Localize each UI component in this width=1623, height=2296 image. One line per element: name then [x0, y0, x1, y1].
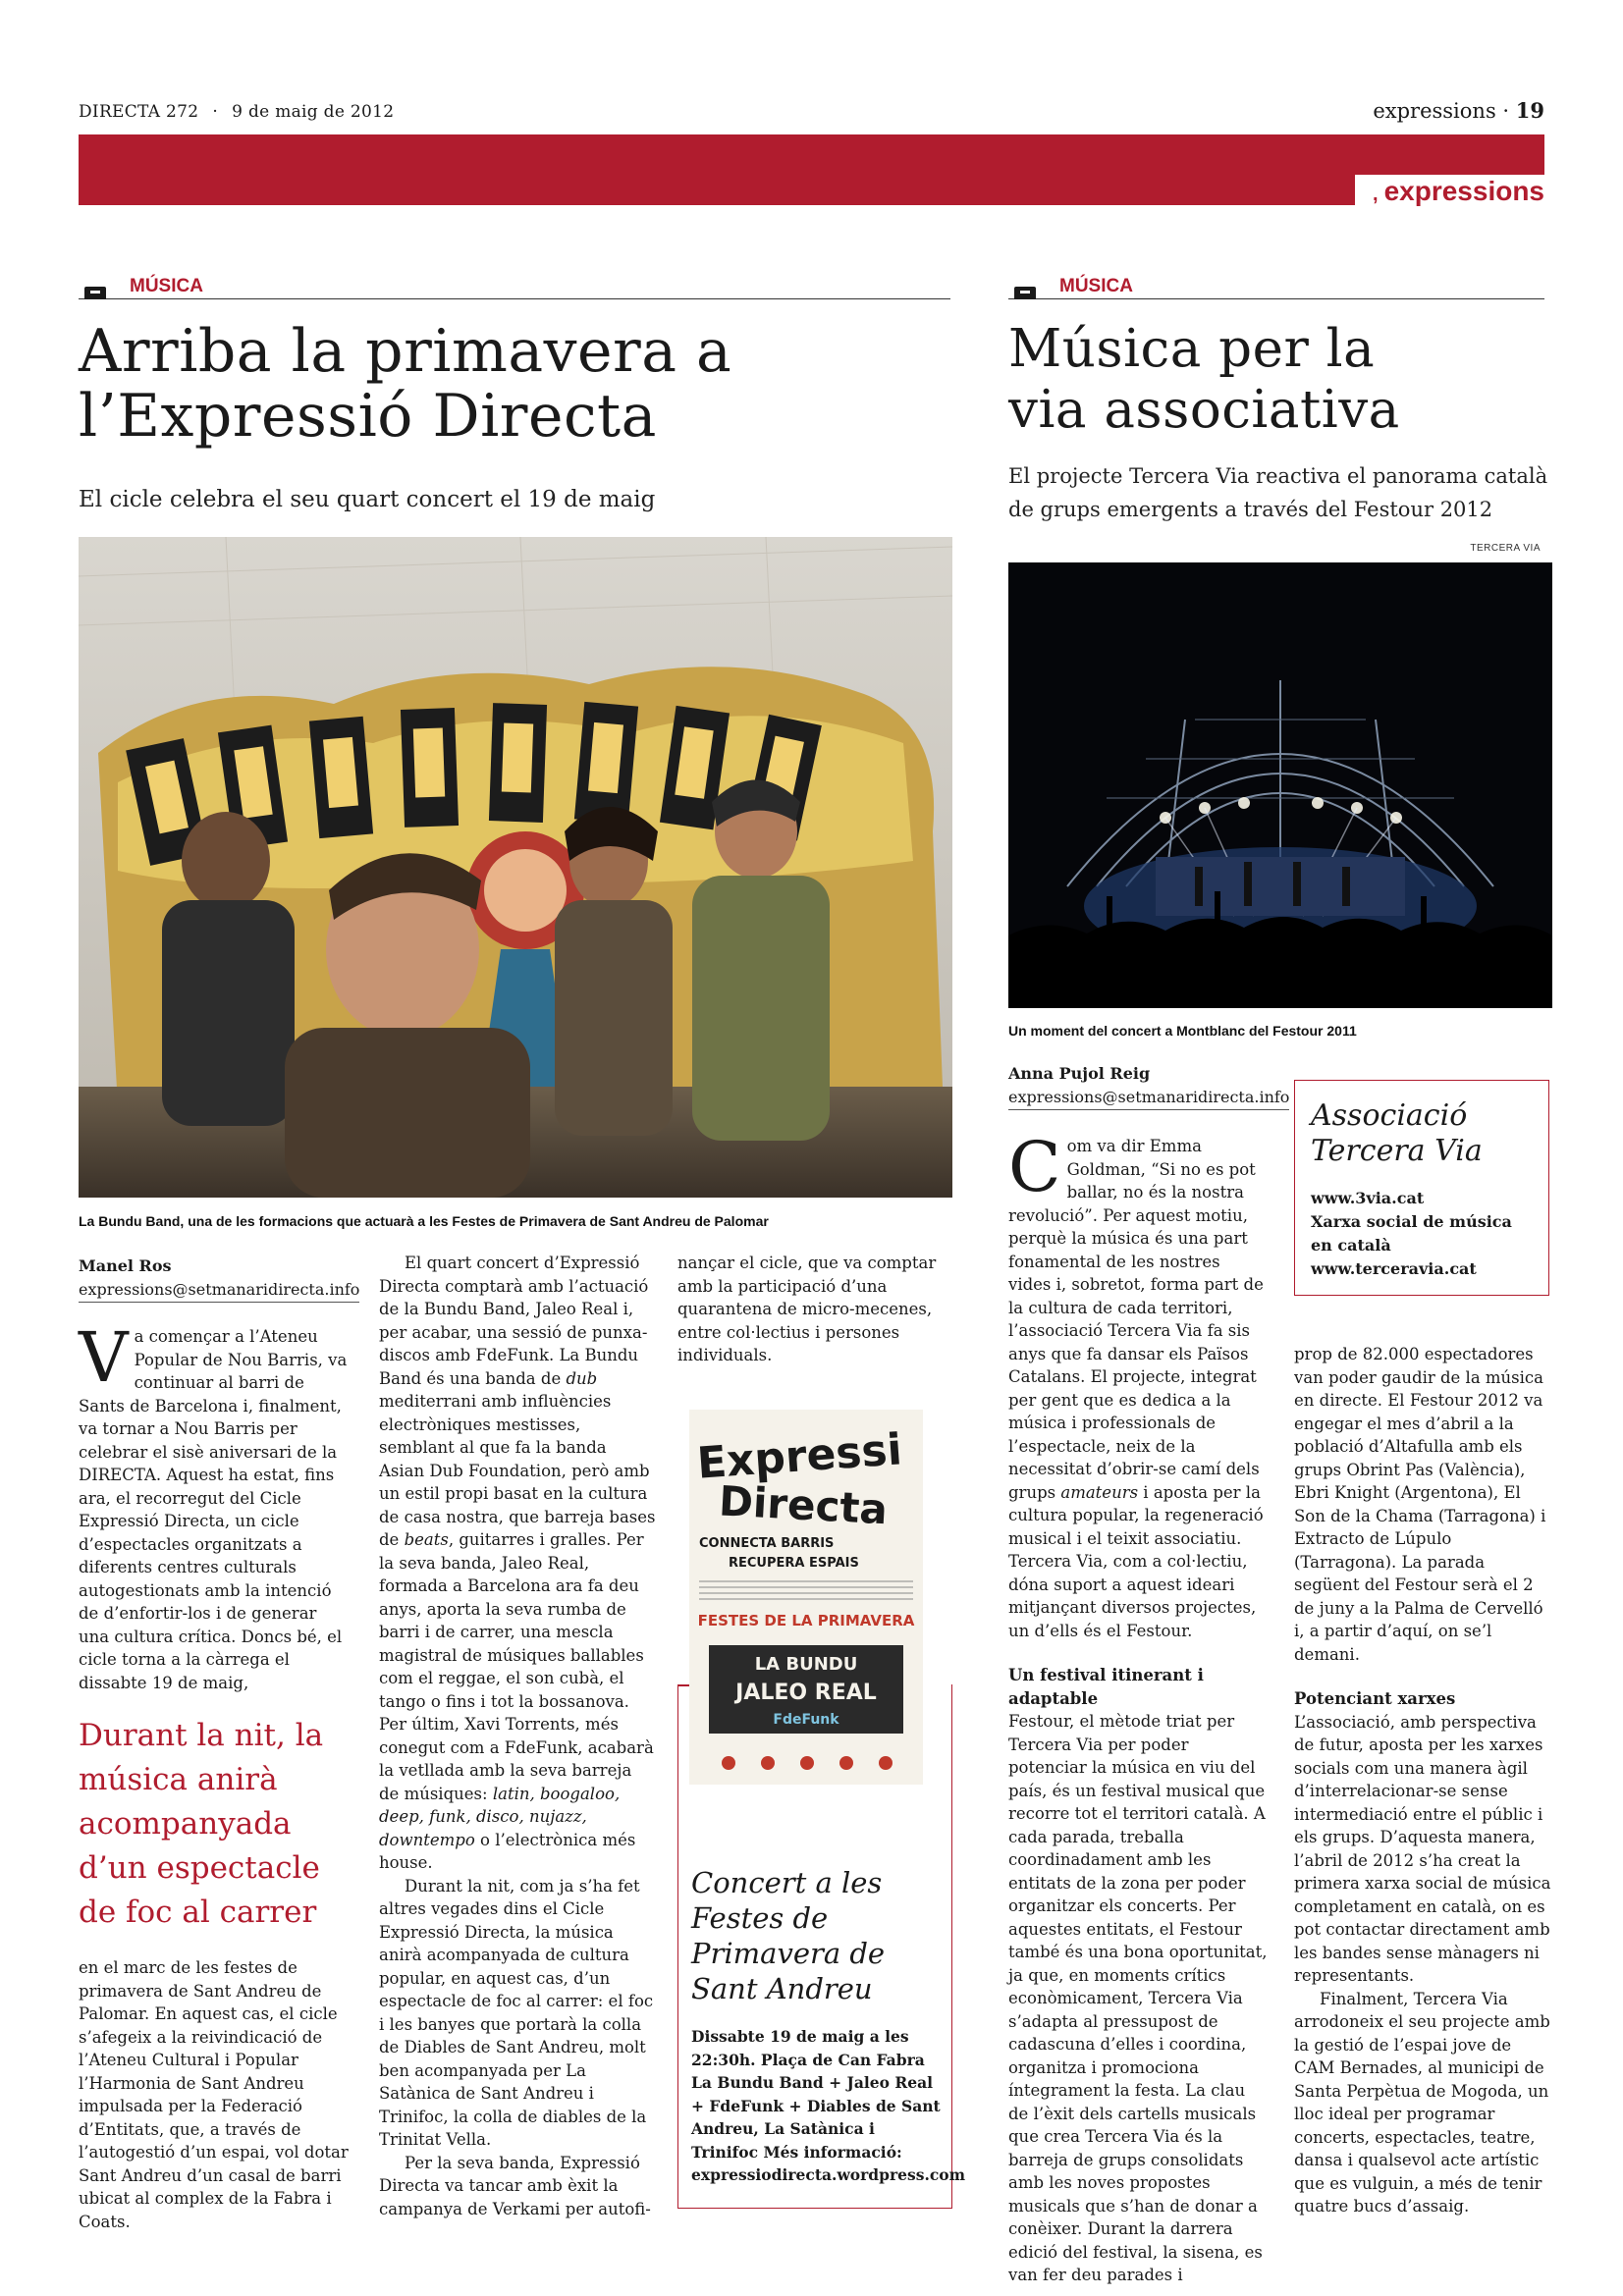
- right-deck: [1008, 459, 1547, 526]
- left-col1-para2: en el marc de les festes de primavera de Sant Andreu de Palomar. En aquest cas, el cicle s’afegeix a la reivindicació de l’Ateneu Cultural i Popular l’Harmonia de Sant Andreu impulsada per la Federació d’Entitats, que, a través de l’autogestió d’un espai, vol dotar Sant Andreu d’un casal de barri ubicat al complex de la Fabra i Coats.: [79, 1958, 349, 2231]
- left-col-1b: [79, 1956, 352, 2233]
- left-deck: El cicle celebra el seu quart concert el 19 de maig: [79, 487, 656, 512]
- issue-number: DIRECTA 272: [79, 102, 199, 122]
- tick-icon: ,: [1373, 184, 1379, 205]
- right-headline-line2: via associativa: [1008, 380, 1400, 440]
- left-headline-line1: Arriba la primavera a: [79, 317, 732, 386]
- section-tag-label: MÚSICA: [130, 276, 203, 296]
- poster-title-a: Expressi: [695, 1424, 904, 1489]
- right-col1-text-a: om va dir Emma Goldman, “Si no es pot ballar, no és la nostra revolució”. Per aquest motiu, perquè la música és una part fonamental de les nostres vides i, sobretot, forma part de la cultura de cada territori, l’associació Tercera Via fa sis anys que fa dansar els Països Catalans. El projecte, integrat per gent que es dedica a la música i professionals de l’espectacle, neix de la necessitat d’obrir-se camí dels grups: [1008, 1137, 1264, 1502]
- left-col-3: [677, 1252, 952, 1367]
- right-col2-para2: L’associació, amb perspectiva de futur, aposta per les xarxes socials com una manera àgil d’interrelacionar-se sense intermediació entre el públic i els grups. D’aquesta manera, l’abril de 2012 s’ha creat la primera xarxa social de música completament en català, on es pot contactar directament amb les bandes sense mànagers ni representants.: [1294, 1712, 1551, 1985]
- poster-title-b: Directa: [717, 1476, 890, 1534]
- issue-line: DIRECTA 272 · 9 de maig de 2012: [79, 102, 395, 122]
- right-author: Anna Pujol Reig: [1008, 1064, 1151, 1083]
- poster-band-3: FdeFunk: [773, 1712, 839, 1728]
- left-col1-para1: [79, 1317, 352, 1694]
- poster-subtitle-1: CONNECTA BARRIS: [699, 1536, 835, 1551]
- left-col2-para2: Durant la nit, com ja s’ha fet altres vegades dins el Cicle Expressió Directa, la música anirà acompanyada de cultura popular, en aquest cas, d’un espectacle de foc al carrer: el foc i les banyes que portarà la colla de Diables de Sant Andreu, molt ben acompanyada per La Satànica de Sant Andreu i Trinifoc, la colla de diables de la Trinitat Vella.: [379, 1876, 654, 2149]
- section-bar-label: expressions: [1383, 176, 1544, 206]
- left-col2-genres: latin, boogaloo, deep, funk, disco, nujazz, downtempo: [379, 1784, 621, 1849]
- poster-festes: FESTES DE LA PRIMAVERA: [697, 1612, 915, 1629]
- poster-band-2: JALEO REAL: [735, 1681, 877, 1705]
- left-col-2: [379, 1252, 656, 2220]
- right-col1-para1: [1008, 1127, 1268, 1642]
- right-email: expressions@setmanaridirecta.info: [1008, 1086, 1289, 1110]
- issue-date: 9 de maig de 2012: [232, 102, 395, 122]
- concert-box-edge: [677, 1684, 689, 1686]
- section-name: expressions: [1373, 99, 1496, 123]
- association-website-2: www.terceravia.cat: [1311, 1259, 1477, 1278]
- left-email: expressions@setmanaridirecta.info: [79, 1278, 359, 1303]
- right-col-2: [1294, 1343, 1551, 2218]
- left-pullquote: Durant la nit, la música anirà acompanyada d’un espectacle de foc al carrer: [79, 1718, 324, 1930]
- section-bar-tag: [1355, 175, 1544, 208]
- poster-band-1: LA BUNDU: [754, 1654, 858, 1675]
- left-col2-para3: Per la seva banda, Expressió Directa va tancar amb èxit la campanya de Verkami per autofi-: [379, 2153, 651, 2218]
- left-col-1: [79, 1317, 352, 1694]
- right-headline: [1008, 319, 1400, 441]
- left-col2-text-c: , guitarres i gralles. Per la seva banda, Jaleo Real, formada a Barcelona ara fa deu anys, aporta la seva rumba de barri i de carrer, una mescla magistral de músiques ballables com el reggae, el son cubà, el tango o fins i tot la bossanova. Per últim, Xavi Torrents, més conegut com a FdeFunk, acabarà la vetllada amb la seva barreja de músiques:: [379, 1530, 654, 1803]
- left-col2-beats: beats: [404, 1530, 449, 1549]
- section-bar: [79, 134, 1544, 205]
- right-headline-line1: Música per la: [1008, 319, 1376, 379]
- concert-photo-caption: Un moment del concert a Montblanc del Festour 2011: [1008, 1023, 1357, 1039]
- left-headline-line2: l’Expressió Directa: [79, 382, 657, 451]
- section-tag-right: [1008, 276, 1544, 299]
- association-tagline: Xarxa social de música en català: [1311, 1212, 1512, 1255]
- right-dropcap: C: [1008, 1127, 1061, 1207]
- right-byline: [1008, 1062, 1289, 1110]
- section-tag-left: [79, 276, 950, 299]
- left-col2-para1: [379, 1252, 656, 1875]
- association-box: [1294, 1080, 1549, 1296]
- band-photo-illustration: [79, 537, 952, 1198]
- left-col2-dub: dub: [566, 1368, 598, 1388]
- association-box-title: Associació Tercera Via: [1311, 1098, 1483, 1168]
- left-col2-text-d: o l’electrònica més house.: [379, 1830, 636, 1872]
- left-headline: [79, 319, 731, 449]
- left-col2-text-b: mediterrani amb influències electròniques mestisses, semblant al que fa la banda Asian Dub Foundation, però amb un estil propi basat en la cultura de casa nostra, que barreja bases de: [379, 1392, 656, 1549]
- music-box-icon: [84, 287, 106, 299]
- right-col-1: [1008, 1127, 1268, 2287]
- right-col2-para3: Finalment, Tercera Via arrodoneix el seu projecte amb la gestió de l’espai jove de CAM Bernades, al municipi de Santa Perpètua de Mogoda, un lloc ideal per programar concerts, espectacles, teatre, dansa i qualsevol acte artístic que es vulguin, a més de tenir quatre bucs d’assaig.: [1294, 1989, 1550, 2216]
- right-photo-credit: TERCERA VIA: [1470, 543, 1541, 554]
- band-photo-caption: La Bundu Band, una de les formacions que actuarà a les Festes de Primavera de Sant Andreu de Palomar: [79, 1213, 769, 1229]
- left-col2-text-a: El quart concert d’Expressió Directa comptarà amb l’actuació de la Bundu Band, Jaleo Real i, per acabar, una sessió de punxa-discos amb FdeFunk. La Bundu Band és una banda de: [379, 1254, 649, 1388]
- left-col1-para1-text: a començar a l’Ateneu Popular de Nou Barris, va continuar al barri de Sants de Barcelona i, finalment, va tornar a Nou Barris per celebrar el sisè aniversari de la DIRECTA. Aquest ha estat, fins ara, el recorregut del Cicle Expressió Directa, un cicle d’espectacles organitzats a diferents centres culturals autogestionats amb la intenció de d’enfortir-los i de generar una cultura crítica. Doncs bé, el cicle torna a la càrrega el dissabte 19 de maig,: [79, 1327, 348, 1692]
- concert-box-title: Concert a les Festes de Primavera de Sant Andreu: [691, 1866, 886, 2005]
- poster-subtitle-2: RECUPERA ESPAIS: [729, 1556, 859, 1571]
- concert-box-text: Dissabte 19 de maig a les 22:30h. Plaça de Can Fabra La Bundu Band + Jaleo Real + FdeFunk + Diables de Sant Andreu, La Satànica i Trinifoc Més informació: expressiodirecta.wordpress.com: [691, 2027, 966, 2184]
- right-deck-line1: El projecte Tercera Via reactiva el panorama català: [1008, 464, 1548, 488]
- concert-photo-illustration: [1008, 562, 1552, 1008]
- music-box-icon: [1014, 287, 1036, 299]
- right-col1-text-b: i aposta per la cultura popular, la regeneració musical i el teixit associatiu. Tercera Via, com a col·lectiu, dóna suport a aquest ideari mitjançant diversos projectes, un d’ells és el Festour.: [1008, 1482, 1264, 1640]
- left-byline: [79, 1255, 359, 1303]
- left-col3-para1: nançar el cicle, que va comptar amb la participació d’una quarantena de micro-mecenes, entre col·lectius i persones individuals.: [677, 1254, 937, 1364]
- right-col1-subhead: Un festival itinerant i adaptable: [1008, 1666, 1204, 1708]
- left-author: Manel Ros: [79, 1256, 172, 1275]
- page-number: 19: [1515, 98, 1544, 123]
- section-tag-label: MÚSICA: [1059, 276, 1133, 296]
- concert-photo: [1008, 562, 1552, 1008]
- right-col2-subhead: Potenciant xarxes: [1294, 1689, 1456, 1708]
- right-col1-amateurs: amateurs: [1060, 1482, 1139, 1502]
- left-dropcap: V: [79, 1317, 129, 1398]
- association-website-1: www.3via.cat: [1311, 1189, 1425, 1207]
- band-photo: [79, 537, 952, 1198]
- right-col1-para2: Festour, el mètode triat per Tercera Via per poder potenciar la música en viu del país, és un festival musical que recorre tot el territori català. A cada parada, treballa coordinadament amb les entitats de la zona per poder organitzar els concerts. Per aquestes entitats, el Festour també és una bona oportunitat, ja que, en moments crítics econòmicament, Tercera Via s’adapta al pressupost de cadascuna d’elles i coordina, organitza i promociona íntegrament la festa. La clau de l’èxit dels cartells musicals que crea Tercera Via és la barreja de grups consolidats amb les noves propostes musicals que s’han de donar a conèixer. Durant la darrera edició del festival, la sisena, es van fer deu parades i: [1008, 1712, 1268, 2284]
- section-folio: expressions · 19: [1373, 98, 1544, 123]
- right-deck-line2: de grups emergents a través del Festour 2012: [1008, 498, 1493, 521]
- right-col2-para1: prop de 82.000 espectadores van poder gaudir de la música en directe. El Festour 2012 va engegar el mes d’abril a la població d’Altafulla amb els grups Obrint Pas (València), Ebri Knight (Argentona), El Son de la Chama (Tarragona) i Extracto de Lúpulo (Tarragona). La parada següent del Festour serà el 2 de juny a la Palma de Cervelló i, a partir d’aquí, on se’l demani.: [1294, 1345, 1546, 1664]
